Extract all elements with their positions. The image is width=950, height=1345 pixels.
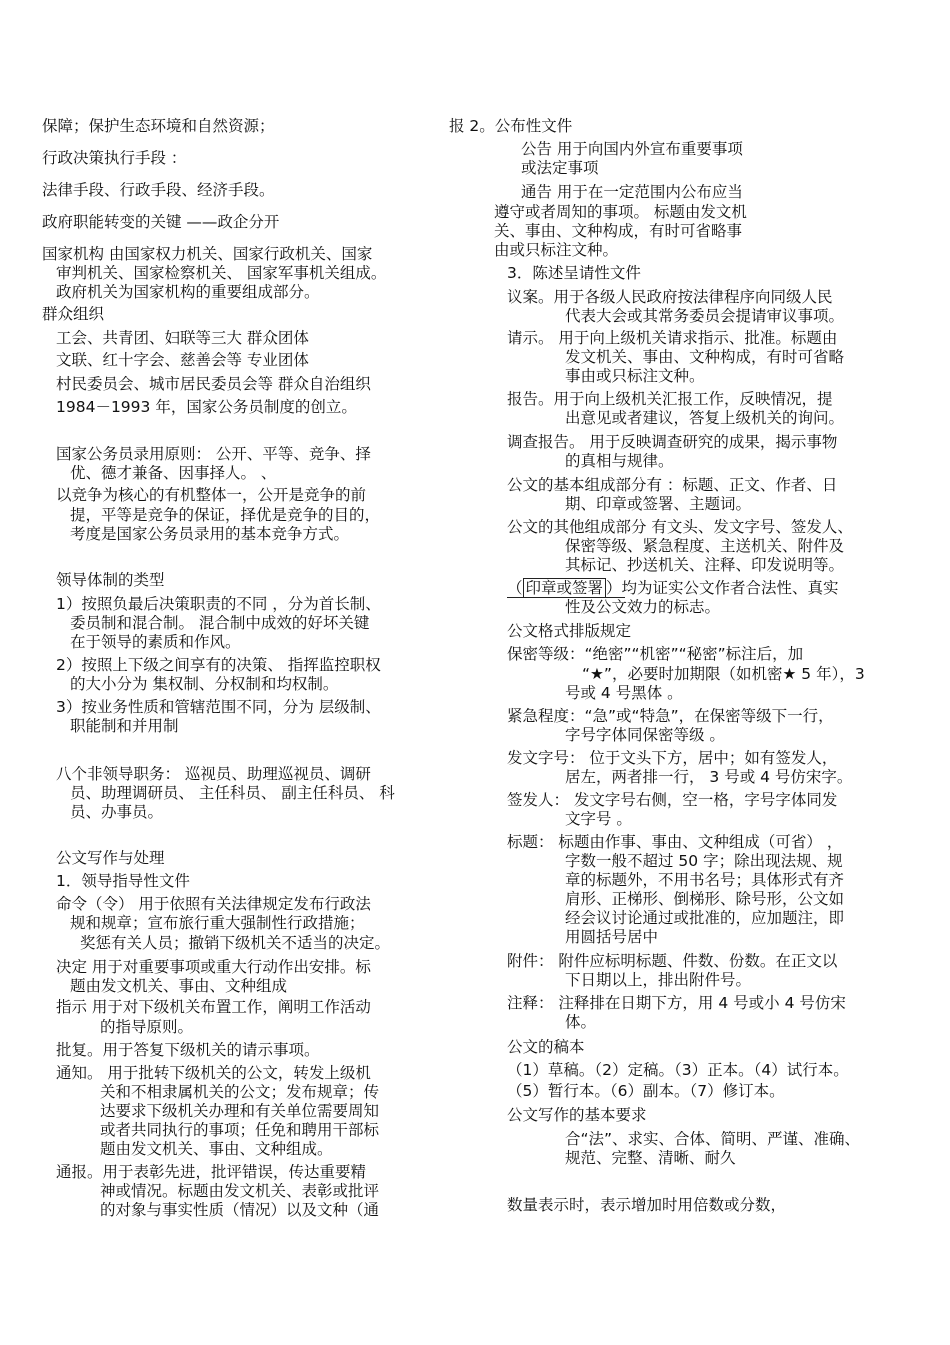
text-line: 请示。 用于向上级机关请求指示、批准。标题由 bbox=[507, 329, 838, 347]
text-line: 保障；保护生态环境和自然资源； bbox=[42, 117, 275, 135]
text-line: 委员制和混合制。 混合制中成效的好坏关键 bbox=[70, 614, 370, 632]
text-line: 关、事由、文种构成，有时可省略事 bbox=[494, 222, 743, 240]
text-line: 字数一般不超过 50 字；除出现法规、规 bbox=[565, 852, 843, 870]
text-line: 题由发文机关、事由、文种组成。 bbox=[100, 1140, 333, 1158]
text-line: 通告 用于在一定范围内公布应当 bbox=[521, 183, 743, 201]
text-line: 注释： 注释排在日期下方，用 4 号或小 4 号仿宋 bbox=[507, 994, 846, 1012]
text-line: 的对象与事实性质（情况）以及文种（通 bbox=[100, 1201, 380, 1219]
text-line: 命令（令） 用于依照有关法律规定发布行政法 bbox=[56, 895, 371, 913]
text-line: （5）暂行本。（6）副本。（7）修订本。 bbox=[507, 1082, 785, 1100]
text-line: 题由发文机关、事由、文种组成 bbox=[70, 977, 288, 995]
text-line: 2）按照上下级之间享有的决策、 指挥监控职权 bbox=[56, 656, 381, 674]
text-line: 紧急程度：“急”或“特急”，在保密等级下一行， bbox=[507, 707, 834, 725]
text-line: 八个非领导职务： 巡视员、助理巡视员、调研 bbox=[56, 765, 371, 783]
text-line: 职能制和并用制 bbox=[70, 717, 179, 735]
text-line: 3）按业务性质和管辖范围不同，分为 层级制、 bbox=[56, 698, 381, 716]
text-line: 经会议讨论通过或批准的，应加题注，即 bbox=[565, 909, 845, 927]
text-line: 报告。用于向上级机关汇报工作，反映情况，提 bbox=[507, 390, 833, 408]
subsection-heading: 1．领导指导性文件 bbox=[56, 872, 190, 890]
text-line: 号或 4 号黑体 。 bbox=[565, 684, 683, 702]
text-line: 性及公文效力的标志。 bbox=[565, 598, 721, 616]
text-line: 在于领导的素质和作风。 bbox=[70, 633, 241, 651]
text-line: 村民委员会、城市居民委员会等 群众自治组织 bbox=[56, 375, 371, 393]
text-fragment: ）均为证实公文作者合法性、真实 bbox=[606, 579, 839, 597]
text-line: 神或情况。标题由发文机关、表彰或批评 bbox=[100, 1182, 380, 1200]
subsection-heading: 3．陈述呈请性文件 bbox=[507, 264, 641, 282]
text-line: 保密等级：“绝密”“机密”“秘密”标注后，加 bbox=[507, 645, 804, 663]
section-heading: 公文写作与处理 bbox=[56, 849, 165, 867]
text-line: 法律手段、行政手段、经济手段。 bbox=[42, 181, 275, 199]
text-line: 国家公务员录用原则： 公开、平等、竞争、择 bbox=[56, 445, 371, 463]
text-line: 遵守或者周知的事项。 标题由发文机 bbox=[494, 203, 747, 221]
text-line: 肩形、正梯形、倒梯形、除号形，公文如 bbox=[565, 890, 845, 908]
text-line: 规范、完整、清晰、耐久 bbox=[565, 1149, 736, 1167]
text-line: 政府机关为国家机构的重要组成部分。 bbox=[56, 283, 320, 301]
text-line: 员、办事员。 bbox=[70, 803, 164, 821]
text-line: 工会、共青团、妇联等三大 群众团体 bbox=[56, 329, 309, 347]
text-line: 由或只标注文种。 bbox=[494, 241, 619, 259]
text-line bbox=[507, 579, 839, 597]
text-line: 通报。用于表彰先进，批评错误，传达重要精 bbox=[56, 1163, 367, 1181]
text-line: 期、印章或签署、主题词。 bbox=[565, 495, 752, 513]
text-line: 附件： 附件应标明标题、件数、份数。在正文以 bbox=[507, 952, 838, 970]
section-heading: 公文写作的基本要求 bbox=[507, 1106, 647, 1124]
text-line: 的大小分为 集权制、分权制和均权制。 bbox=[70, 675, 339, 693]
boxed-term: 印章或签署 bbox=[523, 578, 607, 598]
text-line: 发文字号： 位于文头下方，居中；如有签发人， bbox=[507, 749, 838, 767]
text-line: 1）按照负最后决策职责的不同 ，分为首长制、 bbox=[56, 595, 381, 613]
text-line: 调查报告。 用于反映调查研究的成果，揭示事物 bbox=[507, 433, 838, 451]
text-line: 通知。 用于批转下级机关的公文，转发上级机 bbox=[56, 1064, 371, 1082]
text-line: 字号字体同保密等级 。 bbox=[565, 726, 725, 744]
text-line: 国家机构 由国家权力机关、国家行政机关、国家 bbox=[42, 245, 373, 263]
text-line: 文联、红十字会、慈善会等 专业团体 bbox=[56, 351, 309, 369]
text-line: 其标记、抄送机关、注释、印发说明等。 bbox=[565, 556, 845, 574]
text-line: 公文的基本组成部分有 ：标题、正文、作者、日 bbox=[507, 476, 838, 494]
text-line: 提，平等是竞争的保证，择优是竞争的目的， bbox=[70, 506, 381, 524]
text-line: 出意见或者建议，答复上级机关的询问。 bbox=[565, 409, 845, 427]
text-line: 或法定事项 bbox=[521, 159, 599, 177]
text-line: （1）草稿。（2）定稿。（3）正本。（4）试行本。 bbox=[507, 1061, 849, 1079]
text-line: 议案。用于各级人民政府按法律程序向同级人民 bbox=[507, 288, 833, 306]
text-line: 关和不相隶属机关的公文；发布规章；传 bbox=[100, 1083, 380, 1101]
text-line: 居左，两者排一行， 3 号或 4 号仿宋字。 bbox=[565, 768, 853, 786]
text-line: 数量表示时，表示增加时用倍数或分数， bbox=[507, 1196, 787, 1214]
section-heading: 公文的稿本 bbox=[507, 1038, 585, 1056]
text-line: 达要求下级机关办理和有关单位需要周知 bbox=[100, 1102, 380, 1120]
section-heading: 领导体制的类型 bbox=[56, 571, 165, 589]
text-line: 体。 bbox=[565, 1013, 597, 1031]
text-line: 规和规章；宣布旅行重大强制性行政措施； bbox=[70, 914, 365, 932]
text-line: 指示 用于对下级机关布置工作，阐明工作活动 bbox=[56, 998, 371, 1016]
text-line: “★”，必要时加期限（如机密★ 5 年），3 bbox=[582, 665, 865, 683]
text-line: 1984－1993 年，国家公务员制度的创立。 bbox=[56, 398, 357, 416]
text-line: 事由或只标注文种。 bbox=[565, 367, 705, 385]
text-line: 行政决策执行手段 ： bbox=[42, 149, 187, 167]
text-line: 政府职能转变的关键 ——政企分开 bbox=[42, 213, 280, 231]
text-fragment: （ bbox=[507, 579, 523, 597]
text-line: 公告 用于向国内外宣布重要事项 bbox=[521, 140, 743, 158]
text-line: 考度是国家公务员录用的基本竞争方式。 bbox=[70, 525, 350, 543]
text-line: 代表大会或其常务委员会提请审议事项。 bbox=[565, 307, 845, 325]
text-line: 保密等级、紧急程度、主送机关、附件及 bbox=[565, 537, 845, 555]
text-line: 公文的其他组成部分 有文头、发文字号、签发人、 bbox=[507, 518, 853, 536]
text-line: 的指导原则。 bbox=[100, 1018, 194, 1036]
text-line: 签发人： 发文字号右侧，空一格，字号字体同发 bbox=[507, 791, 838, 809]
text-line: 下日期以上，排出附件号。 bbox=[565, 971, 752, 989]
text-line: 员、助理调研员、 主任科员、 副主任科员、 科 bbox=[70, 784, 395, 802]
text-line: 优、德才兼备、因事择人。 、 bbox=[70, 464, 277, 482]
text-line: 审判机关、国家检察机关、 国家军事机关组成。 bbox=[56, 264, 387, 282]
text-line: 以竞争为核心的有机整体一，公开是竞争的前 bbox=[56, 486, 367, 504]
text-line: 文字号 。 bbox=[565, 810, 632, 828]
text-line: 批复。用于答复下级机关的请示事项。 bbox=[56, 1041, 320, 1059]
text-line: 标题： 标题由作事、事由、文种组成（可省） ， bbox=[507, 833, 843, 851]
section-heading: 群众组织 bbox=[42, 305, 105, 323]
text-line: 发文机关、事由、文种构成，有时可省略 bbox=[565, 348, 845, 366]
text-line: 用圆括号居中 bbox=[565, 928, 659, 946]
text-line: 奖惩有关人员；撤销下级机关不适当的决定。 bbox=[80, 934, 391, 952]
text-line: 章的标题外，不用书名号；具体形式有齐 bbox=[565, 871, 845, 889]
text-line: 报 2。公布性文件 bbox=[449, 117, 573, 135]
text-line: 合“法”、求实、合体、简明、严谨、准确、 bbox=[565, 1130, 861, 1148]
section-heading: 公文格式排版规定 bbox=[507, 622, 632, 640]
text-line: 决定 用于对重要事项或重大行动作出安排。标 bbox=[56, 958, 371, 976]
text-line: 或者共同执行的事项；任免和聘用干部标 bbox=[100, 1121, 380, 1139]
text-line: 的真相与规律。 bbox=[565, 452, 674, 470]
